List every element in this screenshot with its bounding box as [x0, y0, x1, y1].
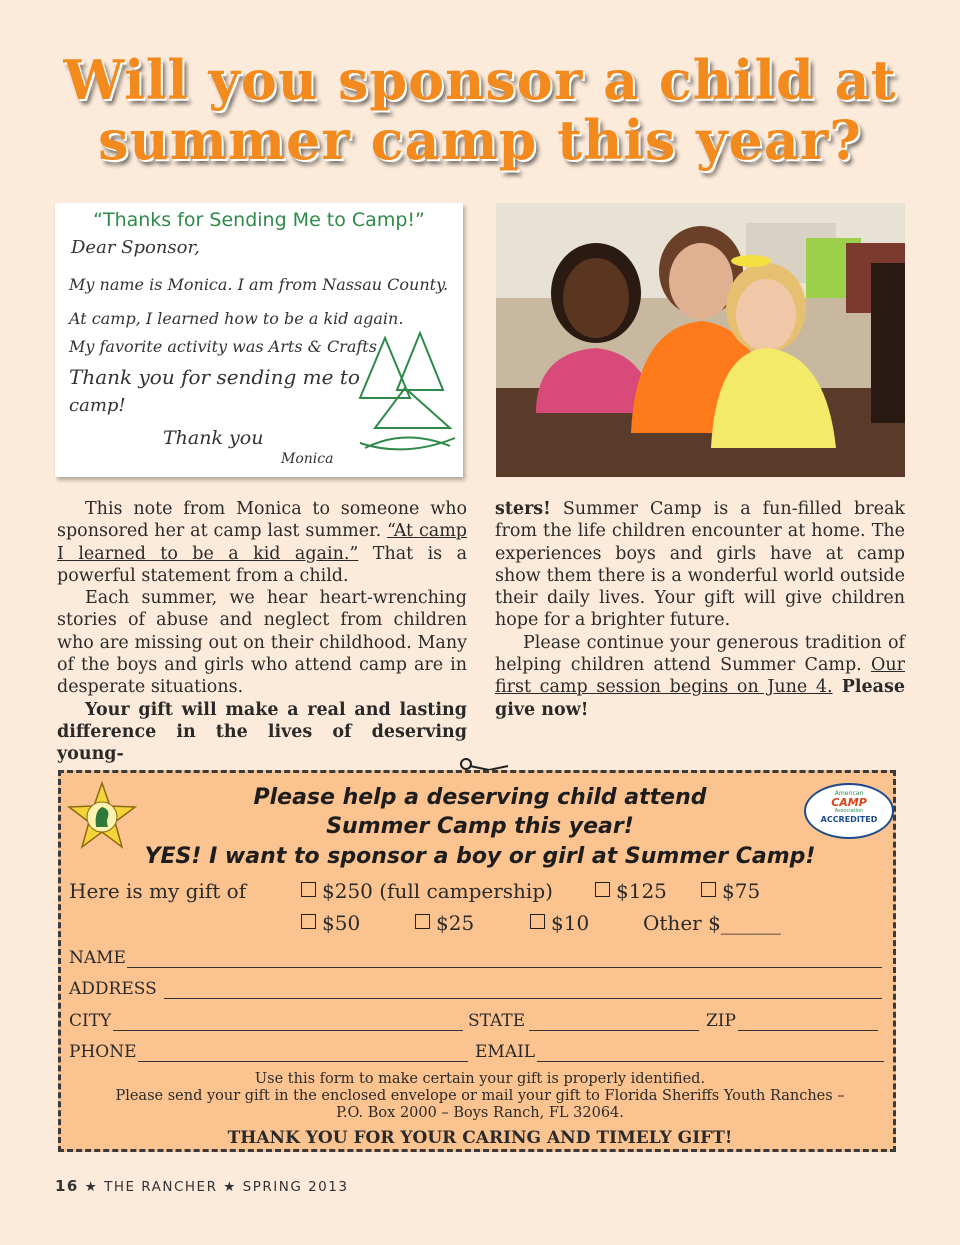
form-instruction-3: P.O. Box 2000 – Boys Ranch, FL 32064.: [336, 1105, 624, 1121]
note-line: Dear Sponsor,: [71, 237, 200, 258]
paragraph-text: This note from Monica to someone who sponsored her at camp last summer.: [57, 499, 467, 542]
aca-accredited-badge: [804, 783, 894, 839]
headline-line-2: summer camp this year?: [98, 108, 862, 172]
phone-label: PHONE: [69, 1042, 137, 1062]
option-label: $25: [436, 911, 475, 935]
checkbox[interactable]: [595, 882, 610, 897]
issue-name: SPRING 2013: [242, 1179, 349, 1195]
gift-statement-bold: sters!: [495, 499, 551, 519]
gift-option-10[interactable]: [530, 911, 589, 935]
gift-option-75[interactable]: [701, 879, 760, 903]
note-line: Thank you for sending me to: [69, 365, 360, 389]
form-instruction-2: Please send your gift in the enclosed envelope or mail your gift to Florida Sheriffs Youth Ranches –: [115, 1088, 845, 1104]
page-number: 16: [55, 1177, 79, 1195]
article-paragraph-3-cont: [495, 498, 905, 632]
city-label: CITY: [69, 1011, 112, 1031]
headline-line-1: Will you sponsor a child at: [63, 48, 897, 112]
paragraph-text: Please continue your generous tradition of helping children attend Summer Camp.: [495, 632, 905, 676]
name-label: NAME: [69, 948, 126, 968]
note-line: My name is Monica. I am from Nassau County.: [69, 275, 449, 294]
article-right-column: [495, 498, 905, 721]
gift-label: Here is my gift of: [69, 879, 247, 903]
phone-field[interactable]: [138, 1061, 468, 1062]
note-line: Monica: [281, 451, 334, 467]
badge-text: Association: [834, 808, 864, 814]
option-label: $75: [722, 879, 761, 903]
form-heading-1: Please help a deserving child attend: [253, 785, 707, 810]
donation-form: [58, 770, 896, 1152]
gift-option-other[interactable]: Other $______: [643, 911, 781, 935]
monica-quote: “At camp I learned to be a kid again.”: [57, 521, 467, 564]
zip-field[interactable]: [738, 1030, 878, 1031]
zip-label: ZIP: [706, 1011, 736, 1031]
badge-text: CAMP: [831, 796, 867, 809]
form-thank-you: THANK YOU FOR YOUR CARING AND TIMELY GIFT!: [227, 1128, 733, 1148]
state-field[interactable]: [529, 1030, 699, 1031]
checkbox[interactable]: [701, 882, 716, 897]
children-photo: [496, 203, 905, 477]
email-field[interactable]: [537, 1061, 884, 1062]
note-line: Thank you: [163, 427, 264, 449]
thank-you-note-image: [55, 203, 463, 477]
footer-star-icon: ★: [84, 1179, 105, 1195]
article-paragraph-1: [57, 498, 467, 587]
badge-text: American: [834, 790, 864, 797]
address-field[interactable]: [164, 998, 882, 999]
form-instruction-1: Use this form to make certain your gift is properly identified.: [254, 1071, 706, 1087]
note-line: camp!: [69, 395, 126, 416]
gift-statement-bold: Your gift will make a real and lasting difference in the lives of deserving young-: [57, 699, 467, 765]
badge-text: ACCREDITED: [820, 815, 878, 824]
gift-option-125[interactable]: [595, 879, 667, 903]
article-paragraph-3: [57, 699, 467, 766]
checkbox[interactable]: [415, 914, 430, 929]
checkbox[interactable]: [301, 882, 316, 897]
name-field[interactable]: [127, 967, 882, 968]
note-title: “Thanks for Sending Me to Camp!”: [93, 209, 425, 231]
gift-option-250[interactable]: [301, 879, 553, 903]
camp-tent-drawing: [355, 328, 460, 458]
state-label: STATE: [468, 1011, 526, 1031]
please-give-now: Please give now!: [495, 677, 906, 720]
note-line: My favorite activity was Arts & Crafts: [69, 337, 377, 356]
checkbox[interactable]: [301, 914, 316, 929]
page-footer: [55, 1177, 348, 1195]
paragraph-text: Summer Camp is a fun-filled break from the life children encounter at home. The experiences boys and girls have at camp show them there is a wonderful world outside their daily lives. Your gift will give children hope for a brighter future.: [495, 499, 905, 631]
gift-option-50[interactable]: [301, 911, 360, 935]
form-heading-2: Summer Camp this year!: [326, 814, 634, 839]
address-label: ADDRESS: [69, 979, 157, 999]
publication-name: THE RANCHER: [104, 1179, 218, 1195]
footer-star-icon: ★: [223, 1179, 243, 1195]
option-label: $250 (full campership): [322, 879, 553, 903]
city-field[interactable]: [113, 1030, 463, 1031]
option-label: $125: [616, 879, 667, 903]
article-paragraph-2: Each summer, we hear heart-wrenching stories of abuse and neglect from children who are missing out on their childhood. Many of the boys and girls who attend camp are in desperate situations.: [57, 588, 467, 698]
email-label: EMAIL: [475, 1042, 536, 1062]
article-paragraph-4: [495, 632, 905, 721]
note-line: At camp, I learned how to be a kid again.: [69, 309, 404, 328]
article-left-column: [57, 498, 467, 766]
option-label: $50: [322, 911, 361, 935]
form-heading-3: YES! I want to sponsor a boy or girl at Summer Camp!: [144, 844, 816, 869]
checkbox[interactable]: [530, 914, 545, 929]
session-date-note: Our first camp session begins on June 4.: [495, 655, 905, 698]
headline: [0, 50, 960, 170]
paragraph-text: That is a powerful statement from a child.: [57, 543, 468, 586]
gift-option-25[interactable]: [415, 911, 474, 935]
option-label: $10: [551, 911, 590, 935]
